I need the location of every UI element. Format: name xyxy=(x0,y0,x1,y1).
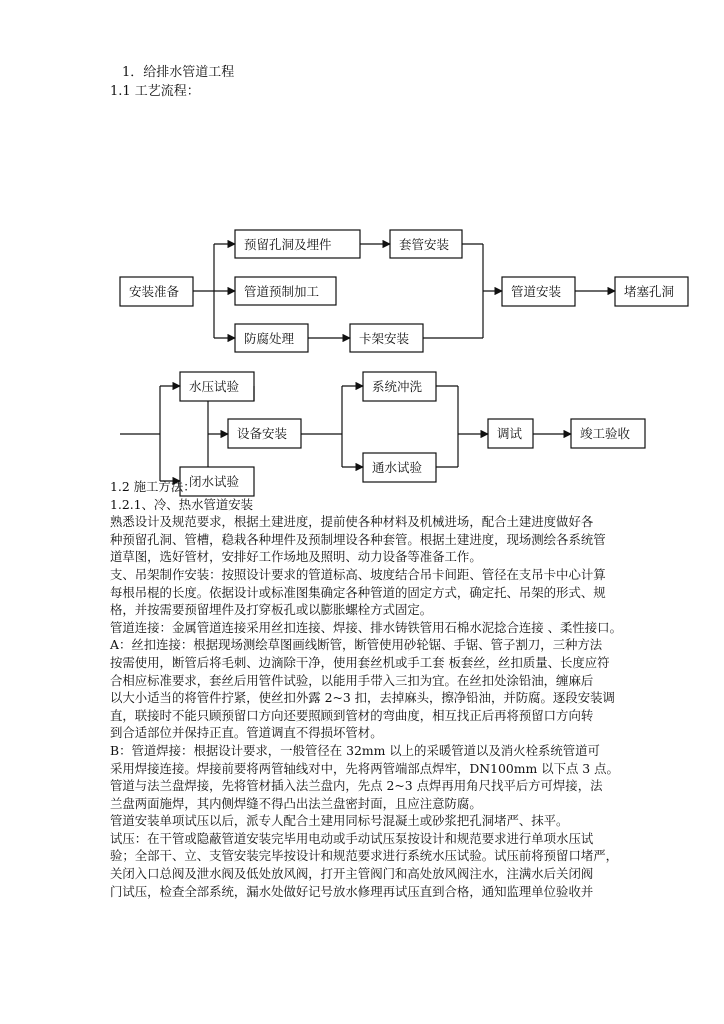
text-line: 试压：在干管或隐蔽管道安装完毕用电动或手动试压泵按设计和规范要求进行单项水压试 xyxy=(110,830,594,846)
label-anticorrosion: 防腐处理 xyxy=(244,331,295,346)
label-install-prep: 安装准备 xyxy=(129,284,180,299)
label-plug-holes: 堵塞孔洞 xyxy=(624,284,675,299)
text-line: 直，联接时不能只顾预留口方向还要照顾到管材的弯曲度，相互找正后再将预留口方向转 xyxy=(110,707,594,723)
text-line: 每根吊棍的长度。依据设计或标准图集确定各种管道的固定方式，确定托、吊架的形式、规 xyxy=(110,584,606,600)
section-heading: 1．给排水管道工程 xyxy=(122,65,235,80)
label-pipe-prefab: 管道预制加工 xyxy=(244,284,320,299)
text-line: B：管道焊接：根据设计要求，一般管径在 32mm 以上的采暖管道以及消火栓系统管道可 xyxy=(110,742,600,758)
text-line: 关闭入口总阀及泄水阀及低处放风阀，打开主管阀门和高处放风阀注水，注满水后关闭阀 xyxy=(110,866,594,882)
label-reserve-holes: 预留孔洞及埋件 xyxy=(244,237,332,252)
text-line: 验；全部干、立、支管安装完毕按设计和规范要求进行系统水压试验。试压前将预留口堵严， xyxy=(110,848,619,864)
label-final-acceptance: 竣工验收 xyxy=(580,426,631,441)
label-bracket-install: 卡架安装 xyxy=(359,331,410,346)
text-line: 管道安装单项试压以后，派专人配合土建用同标号混凝土或砂浆把孔洞堵严、抹平。 xyxy=(110,813,569,829)
label-pressure-test: 水压试验 xyxy=(189,379,240,394)
text-line: 合相应标准要求，套丝后用管件试验，以能用手带入三扣为宜。在丝扣处涂铅油，缠麻后 xyxy=(110,672,594,688)
text-line: 兰盘两面施焊，其内侧焊缝不得凸出法兰盘密封面，且应注意防腐。 xyxy=(110,795,482,811)
text-line: 以大小适当的将管件拧紧，使丝扣外露 2~3 扣，去掉麻头，擦净铅油，并防腐。逐段安装调 xyxy=(110,690,615,706)
label-pipe-install: 管道安装 xyxy=(511,284,562,299)
text-line: 格，并按需要预留埋件及打穿板孔或以膨胀螺栓方式固定。 xyxy=(110,602,433,618)
label-water-flow-test: 通水试验 xyxy=(372,460,423,475)
label-closed-water-test: 闭水试验 xyxy=(189,474,240,489)
text-line: 1.2 施工方法： xyxy=(110,479,196,494)
label-commissioning: 调试 xyxy=(497,426,523,441)
label-sleeve-install: 套管安装 xyxy=(399,237,450,252)
construction-method-text xyxy=(110,478,630,900)
text-line: 熟悉设计及规范要求，根据土建进度，提前使各种材料及机械进场，配合土建进度做好各 xyxy=(110,514,594,530)
text-line: 管道连接：金属管道连接采用丝扣连接、焊接、排水铸铁管用石棉水泥捻合连接 、柔性接口。 xyxy=(110,619,622,635)
text-line: A：丝扣连接：根据现场测绘草图画线断管，断管使用砂轮锯、手锯、管子割刀，三种方法 xyxy=(110,637,603,653)
text-line: 采用焊接连接。焊接前要将两管轴线对中，先将两管端部点焊牢，DN100mm 以下点 3 点。 xyxy=(110,760,619,776)
label-system-flush: 系统冲洗 xyxy=(372,379,423,394)
text-line: 支、吊架制作安装：按照设计要求的管道标高、坡度结合吊卡间距、管径在支吊卡中心计算 xyxy=(110,566,606,582)
text-line: 1.2.1、冷、热水管道安装 xyxy=(110,496,254,512)
text-line: 道草图，选好管材，安排好工作场地及照明、动力设备等准备工作。 xyxy=(110,549,482,565)
text-line: 种预留孔洞、管槽，稳栽各种埋件及预制埋设各种套管。根据土建进度，现场测绘各系统管 xyxy=(110,531,606,547)
text-line: 管道与法兰盘焊接，先将管材插入法兰盘内，先点 2~3 点焊再用角尺找平后方可焊接，法 xyxy=(110,778,603,794)
text-line: 按需使用，断管后将毛刺、边滴除干净，使用套丝机或手工套 板套丝，丝扣质量、长度应符 xyxy=(110,654,610,670)
text-line: 到合适部位并保持正直。管道调直不得损坏管材。 xyxy=(110,725,383,741)
subsection-heading: 1.1 工艺流程： xyxy=(110,84,200,99)
label-equipment-install: 设备安装 xyxy=(237,426,288,441)
text-line: 门试压，检查全部系统，漏水处做好记号放水修理再试压直到合格，通知监理单位验收并 xyxy=(110,883,594,899)
